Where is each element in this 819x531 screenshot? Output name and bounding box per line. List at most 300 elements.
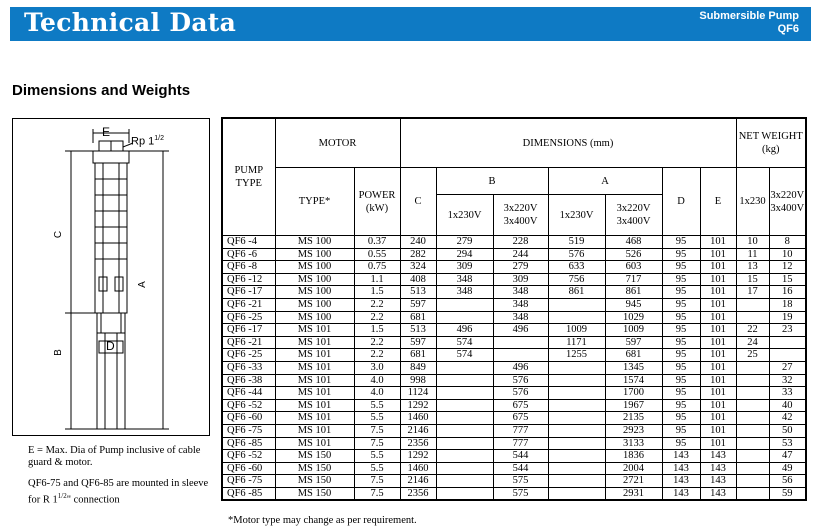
table-cell: 324	[400, 261, 436, 274]
table-cell: 10	[769, 248, 806, 261]
table-cell: 544	[493, 462, 548, 475]
table-cell: QF6 -75	[222, 475, 275, 488]
table-cell: 998	[400, 374, 436, 387]
table-cell: 24	[736, 336, 769, 349]
table-cell: 17	[736, 286, 769, 299]
table-cell: 496	[436, 324, 493, 337]
footnote: *Motor type may change as per requirement.	[228, 515, 417, 526]
table-cell: 2721	[605, 475, 662, 488]
table-cell	[736, 361, 769, 374]
header-banner	[10, 7, 811, 41]
table-cell	[736, 437, 769, 450]
note-sleeve-text: QF6-75 and QF6-85 are mounted in sleeve for R 1	[28, 478, 209, 506]
table-cell: MS 100	[275, 311, 354, 324]
table-cell	[548, 399, 605, 412]
table-cell: 1029	[605, 311, 662, 324]
table-cell: 681	[400, 311, 436, 324]
table-cell	[436, 361, 493, 374]
table-cell: 22	[736, 324, 769, 337]
header-motor: MOTOR	[275, 118, 400, 168]
table-cell: 777	[493, 424, 548, 437]
table-cell	[548, 437, 605, 450]
table-cell: 143	[662, 475, 700, 488]
table-cell: 1009	[605, 324, 662, 337]
pump-drawing	[13, 119, 209, 435]
table-cell	[548, 424, 605, 437]
table-cell: QF6 -12	[222, 273, 275, 286]
table-row	[222, 424, 806, 437]
table-cell: QF6 -60	[222, 412, 275, 425]
table-cell	[436, 475, 493, 488]
table-cell: 1124	[400, 387, 436, 400]
table-cell: 47	[769, 450, 806, 463]
table-cell: 143	[700, 487, 736, 500]
table-cell: 2923	[605, 424, 662, 437]
table-cell: MS 100	[275, 273, 354, 286]
table-cell: 2135	[605, 412, 662, 425]
table-cell: 1345	[605, 361, 662, 374]
table-cell: 576	[493, 374, 548, 387]
table-cell: 603	[605, 261, 662, 274]
table-cell	[548, 462, 605, 475]
table-cell: 53	[769, 437, 806, 450]
table-cell: 513	[400, 324, 436, 337]
table-cell: QF6 -21	[222, 298, 275, 311]
table-cell: 0.75	[354, 261, 400, 274]
table-cell	[736, 399, 769, 412]
table-cell	[493, 336, 548, 349]
table-cell: 2.2	[354, 311, 400, 324]
table-body	[222, 236, 806, 501]
table-cell: QF6 -38	[222, 374, 275, 387]
table-cell: 95	[662, 286, 700, 299]
table-cell: 15	[769, 273, 806, 286]
table-cell: 8	[769, 236, 806, 249]
table-cell: 95	[662, 412, 700, 425]
table-cell: 279	[436, 236, 493, 249]
table-cell: 675	[493, 412, 548, 425]
header-a: A	[548, 168, 662, 195]
table-cell: 15	[736, 273, 769, 286]
table-cell: 95	[662, 261, 700, 274]
table-cell: 408	[400, 273, 436, 286]
table-cell: 95	[662, 236, 700, 249]
table-cell: 1.5	[354, 324, 400, 337]
table-cell: 143	[662, 487, 700, 500]
header-c: C	[400, 168, 436, 236]
table-cell	[436, 298, 493, 311]
table-cell: 95	[662, 387, 700, 400]
table-cell	[436, 399, 493, 412]
table-cell: 576	[493, 387, 548, 400]
table-cell: 861	[605, 286, 662, 299]
table-cell: 143	[700, 462, 736, 475]
header-d: D	[662, 168, 700, 236]
table-cell: 19	[769, 311, 806, 324]
header-dimensions: DIMENSIONS (mm)	[400, 118, 736, 168]
table-cell: 575	[493, 475, 548, 488]
table-cell: 101	[700, 412, 736, 425]
table-cell: 5.5	[354, 450, 400, 463]
table-cell	[436, 387, 493, 400]
table-cell: 59	[769, 487, 806, 500]
table-cell: 2.2	[354, 298, 400, 311]
table-cell: QF6 -44	[222, 387, 275, 400]
table-cell: 3.0	[354, 361, 400, 374]
table-row	[222, 412, 806, 425]
table-cell: 101	[700, 349, 736, 362]
label-rp	[131, 135, 164, 148]
table-cell: 95	[662, 437, 700, 450]
table-cell: 849	[400, 361, 436, 374]
table-cell: QF6 -52	[222, 450, 275, 463]
table-cell: 40	[769, 399, 806, 412]
note-sleeve-frac: 1/2	[57, 492, 67, 500]
table-cell: MS 100	[275, 261, 354, 274]
table-cell: 50	[769, 424, 806, 437]
table-cell: 143	[700, 450, 736, 463]
table-row	[222, 286, 806, 299]
table-cell: 348	[493, 311, 548, 324]
table-cell: 2356	[400, 437, 436, 450]
table-cell: MS 101	[275, 437, 354, 450]
table-cell: QF6 -25	[222, 349, 275, 362]
table-cell: 1.5	[354, 286, 400, 299]
table-row	[222, 487, 806, 500]
table-cell: 945	[605, 298, 662, 311]
table-cell: 5.5	[354, 412, 400, 425]
table-cell	[436, 462, 493, 475]
table-row	[222, 437, 806, 450]
table-cell: 309	[493, 273, 548, 286]
table-row	[222, 248, 806, 261]
table-cell	[548, 487, 605, 500]
table-cell: 633	[548, 261, 605, 274]
table-cell: 143	[700, 475, 736, 488]
table-cell: 282	[400, 248, 436, 261]
table-cell: 101	[700, 286, 736, 299]
table-cell: 228	[493, 236, 548, 249]
table-cell: 95	[662, 349, 700, 362]
note-sleeve-end: " connection	[66, 494, 120, 506]
label-rp-sup: 1/2	[154, 135, 164, 142]
table-cell: 526	[605, 248, 662, 261]
table-cell	[736, 298, 769, 311]
table-cell: MS 100	[275, 248, 354, 261]
table-cell: 681	[400, 349, 436, 362]
table-cell: 7.5	[354, 487, 400, 500]
table-cell: 576	[548, 248, 605, 261]
table-cell: 279	[493, 261, 548, 274]
table-cell	[769, 349, 806, 362]
table-cell: QF6 -75	[222, 424, 275, 437]
table-cell: MS 100	[275, 298, 354, 311]
table-cell: 777	[493, 437, 548, 450]
table-cell: 143	[662, 450, 700, 463]
table-cell	[436, 437, 493, 450]
table-cell: 574	[436, 349, 493, 362]
table-cell: 717	[605, 273, 662, 286]
table-cell: 11	[736, 248, 769, 261]
table-cell: 7.5	[354, 424, 400, 437]
table-cell	[736, 387, 769, 400]
table-cell: 2931	[605, 487, 662, 500]
table-cell: 3133	[605, 437, 662, 450]
table-cell	[548, 450, 605, 463]
table-cell: MS 101	[275, 424, 354, 437]
table-cell: 2004	[605, 462, 662, 475]
table-cell: 2146	[400, 475, 436, 488]
table-cell: 2.2	[354, 349, 400, 362]
table-cell: QF6 -17	[222, 324, 275, 337]
table-cell: 49	[769, 462, 806, 475]
header-e: E	[700, 168, 736, 236]
table-cell: QF6 -25	[222, 311, 275, 324]
table-cell	[436, 311, 493, 324]
page-title: Technical Data	[24, 8, 237, 37]
table-cell	[548, 374, 605, 387]
table-cell: QF6 -8	[222, 261, 275, 274]
table-row	[222, 261, 806, 274]
table-cell: 95	[662, 336, 700, 349]
table-cell: 101	[700, 437, 736, 450]
table-cell	[736, 487, 769, 500]
table-cell: QF6 -60	[222, 462, 275, 475]
table-cell	[548, 412, 605, 425]
table-cell: MS 101	[275, 349, 354, 362]
table-cell	[436, 374, 493, 387]
label-d: D	[106, 339, 115, 353]
header-weight-3x: 3x220V 3x400V	[769, 168, 806, 236]
product-model: QF6	[777, 23, 799, 35]
table-row	[222, 336, 806, 349]
table-cell: 95	[662, 248, 700, 261]
table-cell: 496	[493, 361, 548, 374]
table-cell: 4.0	[354, 387, 400, 400]
table-cell: 101	[700, 248, 736, 261]
table-cell: MS 100	[275, 236, 354, 249]
header-b-3x: 3x220V 3x400V	[493, 195, 548, 236]
table-cell: 675	[493, 399, 548, 412]
table-cell	[548, 361, 605, 374]
table-row	[222, 349, 806, 362]
table-cell: 5.5	[354, 399, 400, 412]
table-cell: 143	[662, 462, 700, 475]
table-cell: 4.0	[354, 374, 400, 387]
table-cell: 101	[700, 424, 736, 437]
diagram-notes	[28, 445, 218, 516]
table-cell: 2.2	[354, 336, 400, 349]
table-cell	[736, 374, 769, 387]
table-row	[222, 450, 806, 463]
table-cell	[736, 462, 769, 475]
table-cell: 0.55	[354, 248, 400, 261]
header-pump-type: PUMP TYPE	[222, 118, 275, 236]
note-sleeve	[28, 478, 218, 507]
table-cell: 681	[605, 349, 662, 362]
table-cell: 27	[769, 361, 806, 374]
table-cell: 2356	[400, 487, 436, 500]
table-cell: 1292	[400, 450, 436, 463]
table-cell: 468	[605, 236, 662, 249]
table-cell: 574	[436, 336, 493, 349]
table-cell: 544	[493, 450, 548, 463]
table-row	[222, 311, 806, 324]
header-net-weight: NET WEIGHT (kg)	[736, 118, 806, 168]
table-cell: 101	[700, 261, 736, 274]
table-row	[222, 475, 806, 488]
header-power: POWER (kW)	[354, 168, 400, 236]
table-cell: MS 150	[275, 475, 354, 488]
table-cell: 101	[700, 387, 736, 400]
product-category: Submersible Pump	[699, 10, 799, 22]
table-cell: 101	[700, 236, 736, 249]
table-cell: 95	[662, 424, 700, 437]
table-cell	[436, 487, 493, 500]
table-row	[222, 236, 806, 249]
table-cell: 348	[493, 298, 548, 311]
header-b: B	[436, 168, 548, 195]
table-cell: 7.5	[354, 475, 400, 488]
table-cell: 13	[736, 261, 769, 274]
table-cell: 42	[769, 412, 806, 425]
table-cell: QF6 -4	[222, 236, 275, 249]
table-cell: 16	[769, 286, 806, 299]
header-b-1x230: 1x230V	[436, 195, 493, 236]
table-cell: 101	[700, 336, 736, 349]
table-cell: 23	[769, 324, 806, 337]
label-b: B	[52, 349, 64, 356]
table-cell: QF6 -6	[222, 248, 275, 261]
table-cell: 32	[769, 374, 806, 387]
table-cell: 101	[700, 273, 736, 286]
table-cell	[548, 475, 605, 488]
table-cell	[736, 412, 769, 425]
table-cell: 95	[662, 273, 700, 286]
table-cell: 348	[436, 273, 493, 286]
table-cell: MS 101	[275, 374, 354, 387]
table-row	[222, 273, 806, 286]
table-cell	[436, 412, 493, 425]
table-cell: 2146	[400, 424, 436, 437]
table-cell: 1.1	[354, 273, 400, 286]
table-cell: 101	[700, 399, 736, 412]
table-cell	[736, 450, 769, 463]
pump-dimension-diagram	[12, 118, 210, 436]
table-cell: 95	[662, 374, 700, 387]
table-cell: MS 101	[275, 324, 354, 337]
table-row	[222, 387, 806, 400]
dimensions-weights-table	[221, 117, 807, 501]
header-motor-type: TYPE*	[275, 168, 354, 236]
table-cell: 1255	[548, 349, 605, 362]
table-cell: 1171	[548, 336, 605, 349]
table-cell: 1836	[605, 450, 662, 463]
label-c: C	[53, 230, 65, 239]
table-cell: 0.37	[354, 236, 400, 249]
table-row	[222, 298, 806, 311]
table-cell: 348	[436, 286, 493, 299]
header-a-1x230: 1x230V	[548, 195, 605, 236]
header-a-3x: 3x220V 3x400V	[605, 195, 662, 236]
table-cell: QF6 -17	[222, 286, 275, 299]
table-cell: 1009	[548, 324, 605, 337]
table-cell: 56	[769, 475, 806, 488]
table-cell: MS 100	[275, 286, 354, 299]
table-cell	[548, 311, 605, 324]
label-e: E	[102, 125, 111, 139]
table-cell: 95	[662, 324, 700, 337]
table-cell: 1292	[400, 399, 436, 412]
table-cell: 101	[700, 324, 736, 337]
table-cell: 101	[700, 374, 736, 387]
table-cell: 513	[400, 286, 436, 299]
table-cell: MS 101	[275, 412, 354, 425]
table-cell: 101	[700, 361, 736, 374]
table-row	[222, 462, 806, 475]
table-cell: MS 101	[275, 361, 354, 374]
table-cell: MS 150	[275, 487, 354, 500]
table-row	[222, 324, 806, 337]
table-cell: 309	[436, 261, 493, 274]
label-rp-text: Rp 1	[131, 135, 155, 148]
table-cell: 597	[400, 336, 436, 349]
table-cell	[736, 424, 769, 437]
note-e-definition: E = Max. Dia of Pump inclusive of cable guard & motor.	[28, 445, 201, 468]
table-cell: 12	[769, 261, 806, 274]
table-cell: MS 101	[275, 336, 354, 349]
table-cell: MS 150	[275, 450, 354, 463]
table-cell: QF6 -21	[222, 336, 275, 349]
table-cell: 861	[548, 286, 605, 299]
table-cell: 95	[662, 298, 700, 311]
table-cell: QF6 -85	[222, 437, 275, 450]
table-cell: 7.5	[354, 437, 400, 450]
table-cell: 519	[548, 236, 605, 249]
table-cell	[436, 450, 493, 463]
table-cell: 18	[769, 298, 806, 311]
table-cell: 1460	[400, 462, 436, 475]
table-cell: QF6 -85	[222, 487, 275, 500]
table-cell: MS 101	[275, 399, 354, 412]
table-cell: 1967	[605, 399, 662, 412]
table-cell: 240	[400, 236, 436, 249]
table-cell: 95	[662, 399, 700, 412]
table-cell	[736, 311, 769, 324]
table-cell: 101	[700, 311, 736, 324]
table-cell	[769, 336, 806, 349]
table-cell: 756	[548, 273, 605, 286]
table-cell: QF6 -33	[222, 361, 275, 374]
table-cell: 597	[605, 336, 662, 349]
table-cell: 597	[400, 298, 436, 311]
table-cell: 1700	[605, 387, 662, 400]
table-cell: 25	[736, 349, 769, 362]
table-cell: 244	[493, 248, 548, 261]
table-cell: 348	[493, 286, 548, 299]
table-cell: 95	[662, 311, 700, 324]
table-cell	[736, 475, 769, 488]
table-cell: 294	[436, 248, 493, 261]
table-cell: 10	[736, 236, 769, 249]
header-weight-1x230: 1x230	[736, 168, 769, 236]
table-row	[222, 399, 806, 412]
table-cell	[548, 298, 605, 311]
table-cell: QF6 -52	[222, 399, 275, 412]
table-cell	[548, 387, 605, 400]
table-row	[222, 361, 806, 374]
table-cell: MS 101	[275, 387, 354, 400]
